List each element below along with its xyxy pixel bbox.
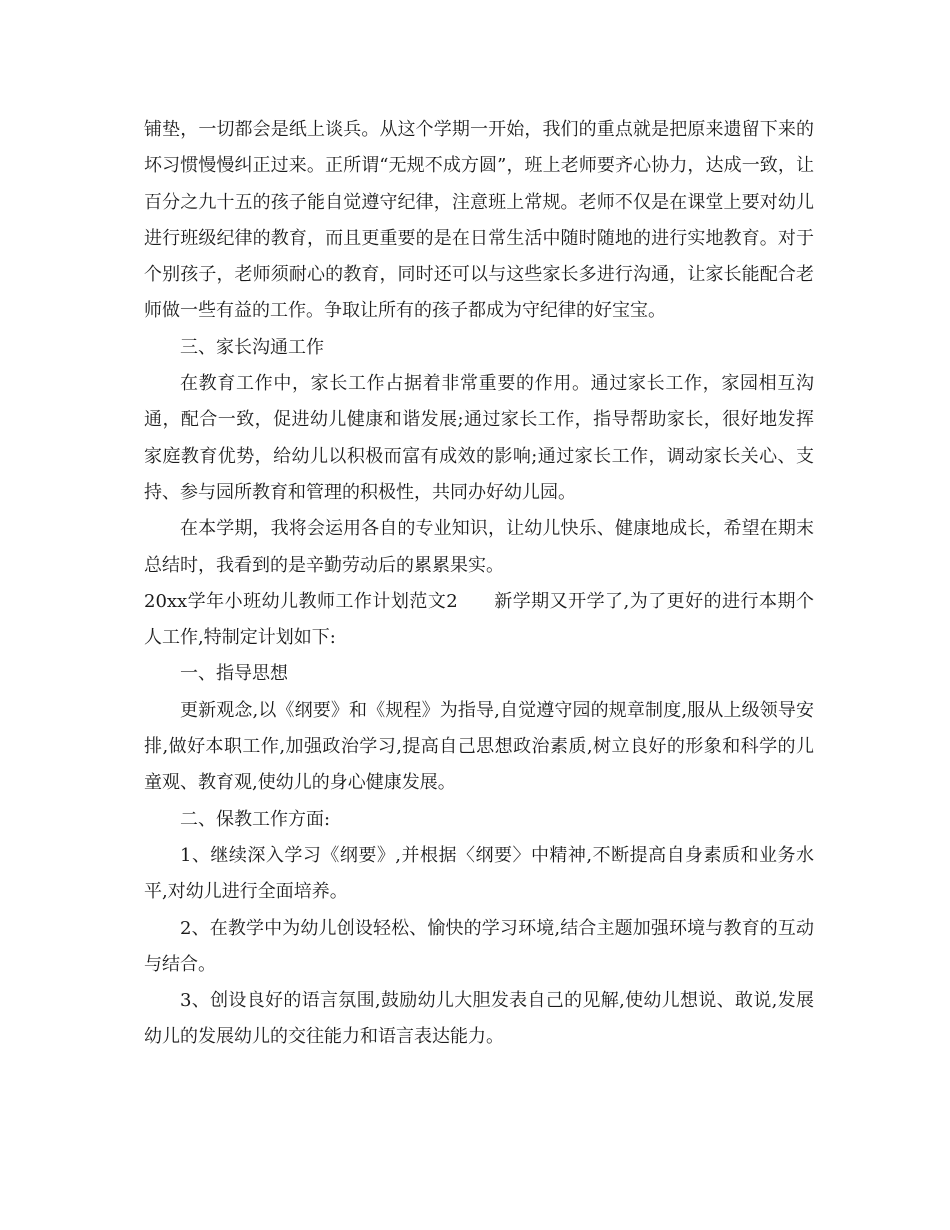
section2-title: 20xx学年小班幼儿教师工作计划范文2 — [144, 590, 458, 612]
list-item-3: 3、创设良好的语言氛围,鼓励幼儿大胆发表自己的见解,使幼儿想说、敢说,发展幼儿的发展幼儿的交往能力和语言表达能力。 — [144, 990, 814, 1048]
document-body — [144, 112, 814, 1056]
list-item-1: 1、继续深入学习《纲要》,并根据〈纲要〉中精神,不断提高自身素质和业务水平,对幼儿进行全面培养。 — [144, 844, 814, 903]
paragraph-guiding-thought: 更新观念,以《纲要》和《规程》为指导,自觉遵守园的规章制度,服从上级领导安排,做好本职工作,加强政治学习,提高自己思想政治素质,树立良好的形象和科学的儿童观、教育观,使幼儿的身心健康发展。 — [144, 699, 814, 794]
paragraph-semester-hope: 在本学期，我将会运用各自的专业知识，让幼儿快乐、健康地成长，希望在期末总结时，我看到的是辛勤劳动后的累累果实。 — [144, 518, 814, 576]
heading-care-education: 二、保教工作方面: — [180, 808, 331, 830]
paragraph-discipline: 铺垫，一切都会是纸上谈兵。从这个学期一开始，我们的重点就是把原来遗留下来的坏习惯慢慢纠正过来。正所谓“无规不成方圆”，班上老师要齐心协力，达成一致，让百分之九十五的孩子能自觉遵守纪律，注意班上常规。老师不仅是在课堂上要对幼儿进行班级纪律的教育，而且更重要的是在日常生活中随时随地的进行实地教育。对于个别孩子，老师须耐心的教育，同时还可以与这些家长多进行沟通，让家长能配合老师做一些有益的工作。争取让所有的孩子都成为守纪律的好宝宝。 — [144, 119, 814, 322]
heading-guiding-thought: 一、指导思想 — [180, 663, 288, 685]
list-item-2: 2、在教学中为幼儿创设轻松、愉快的学习环境,结合主题加强环境与教育的互动与结合。 — [144, 917, 814, 975]
heading-parent-communication: 三、家长沟通工作 — [180, 336, 324, 358]
section2-title-line — [144, 584, 814, 657]
section2-intro: 新学期又开学了,为了更好的进行本期个人工作,特制定计划如下: — [144, 590, 814, 649]
paragraph-parent-work: 在教育工作中，家长工作占据着非常重要的作用。通过家长工作，家园相互沟通，配合一致，促进幼儿健康和谐发展;通过家长工作，指导帮助家长，很好地发挥家庭教育优势，给幼儿以积极而富有成效的影响;通过家长工作，调动家长关心、支持、参与园所教育和管理的积极性，共同办好幼儿园。 — [144, 373, 814, 503]
